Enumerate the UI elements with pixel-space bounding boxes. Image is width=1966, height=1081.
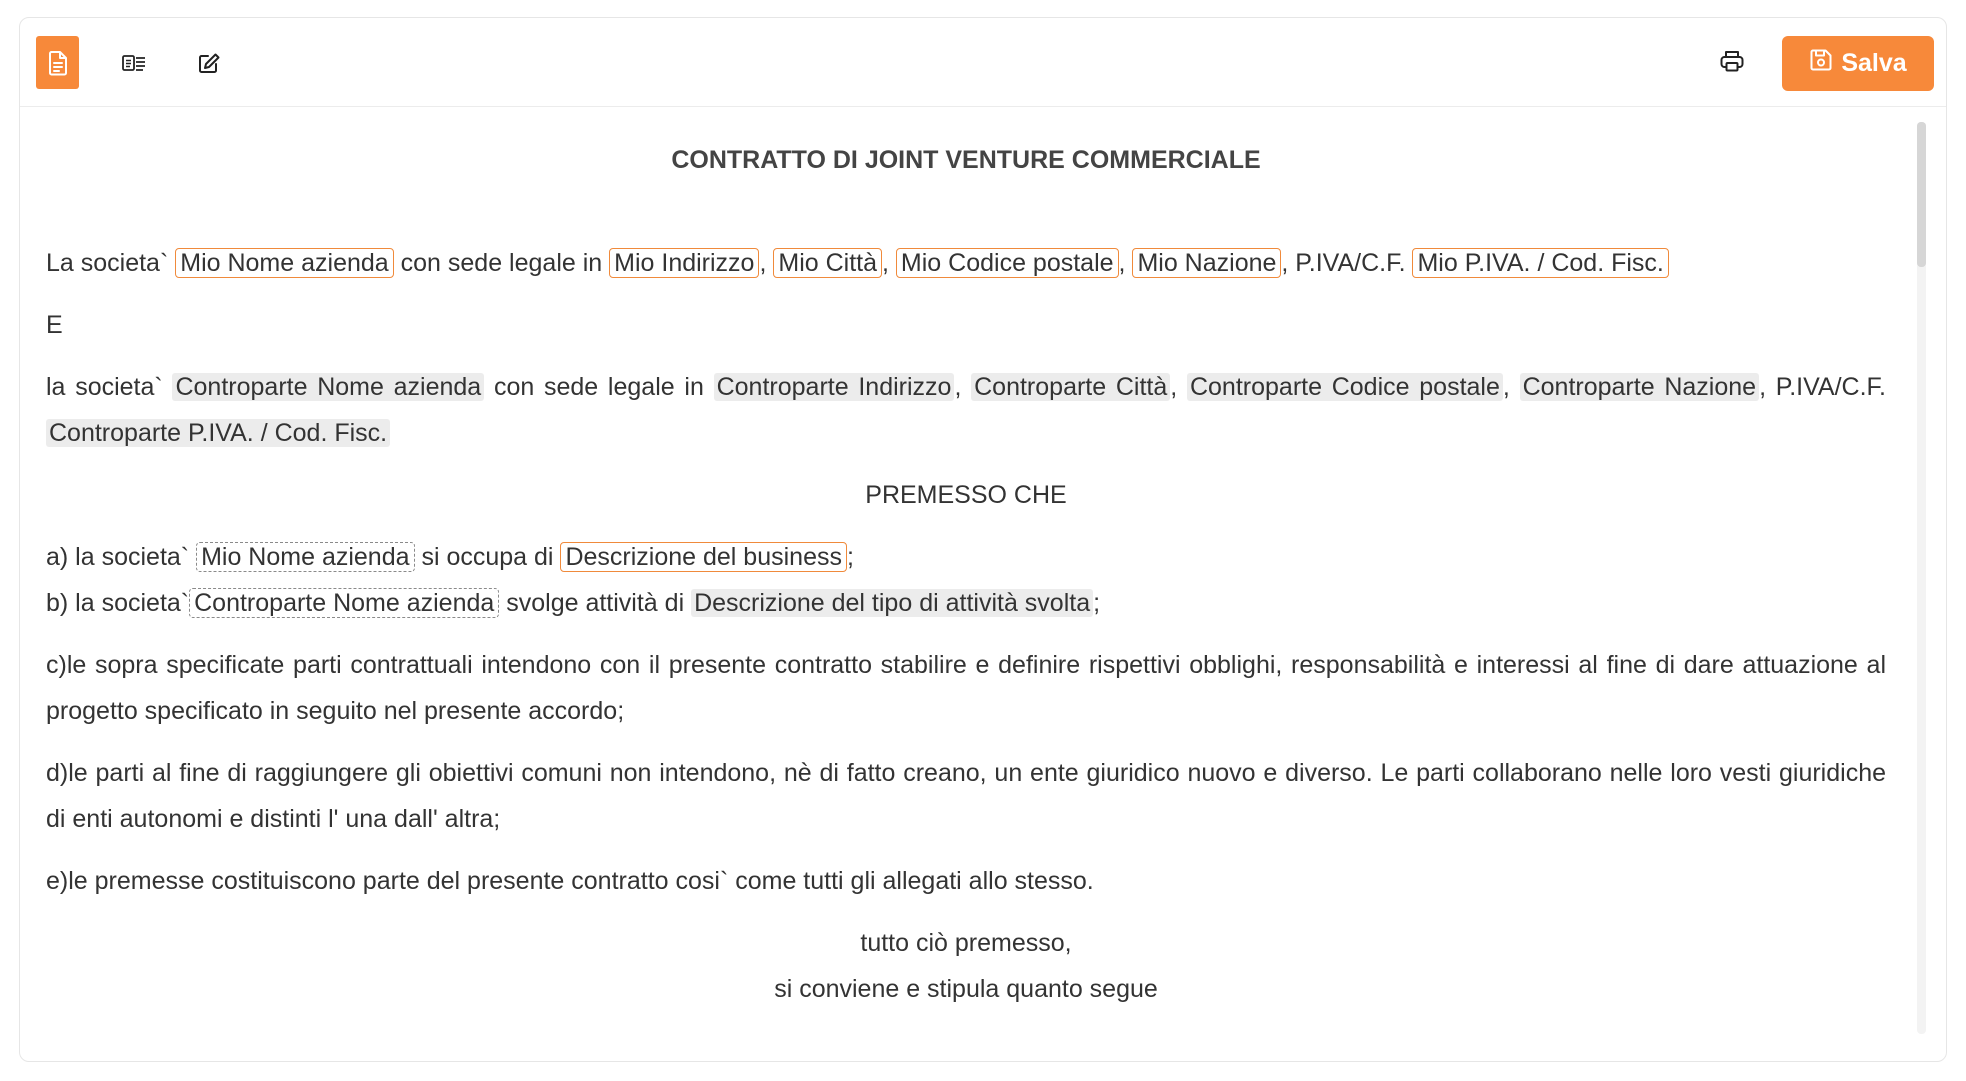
field-my-city[interactable]: Mio Città [773, 248, 882, 278]
clause-b-end: ; [1093, 589, 1101, 617]
variables-view-button[interactable] [112, 36, 155, 89]
closing-line-1: tutto ciò premesso, [860, 929, 1072, 957]
field-counterparty-vat[interactable]: Controparte P.IVA. / Cod. Fisc. [46, 419, 390, 447]
clause-e: e)le premesse costituiscono parte del presente contratto cosi` come tutti gli allegati allo stesso. [46, 867, 1094, 895]
field-counterparty-address[interactable]: Controparte Indirizzo [714, 373, 955, 401]
document-title: CONTRATTO DI JOINT VENTURE COMMERCIALE [671, 146, 1261, 174]
edit-icon [197, 52, 221, 74]
scrollbar-thumb[interactable] [1917, 122, 1926, 267]
field-counterparty-city[interactable]: Controparte Città [971, 373, 1170, 401]
clause-a-prefix: a) la societa` [46, 543, 190, 571]
field-activity-description[interactable]: Descrizione del tipo di attività svolta [691, 589, 1093, 617]
closing-line-2: si conviene e stipula quanto segue [774, 975, 1158, 1003]
clause-b [46, 580, 1886, 626]
contract-editor [19, 17, 1947, 1062]
toolbar [20, 18, 1946, 107]
field-business-description[interactable]: Descrizione del business [560, 542, 847, 572]
print-button[interactable] [1712, 43, 1752, 83]
clause-a-mid: si occupa di [421, 543, 554, 571]
floppy-disk-icon [1809, 48, 1833, 79]
party-two-paragraph: la societa` Controparte Nome azienda con sede legale in Controparte Indirizzo , Controparte Città , Controparte Codice postale , Controparte Nazione , P.IVA/C.F. Controparte P.IVA. / Cod. Fisc. [46, 373, 1886, 447]
field-my-address[interactable]: Mio Indirizzo [609, 248, 759, 278]
field-counterparty-company-name[interactable]: Controparte Nome azienda [172, 373, 484, 401]
clause-d: d)le parti al fine di raggiungere gli obiettivi comuni non intendono, nè di fatto creano, un ente giuridico nuovo e diverso. Le parti collaborano nelle loro vesti giuridiche di enti autonomi e distinti l' una dall' altra; [46, 759, 1886, 833]
party-two-mid: con sede legale in [493, 373, 704, 401]
field-my-postal-code[interactable]: Mio Codice postale [896, 248, 1119, 278]
edit-mode-button[interactable] [187, 36, 230, 89]
party-one-vat-label: , P.IVA/C.F. [1281, 249, 1406, 277]
field-my-country[interactable]: Mio Nazione [1132, 248, 1281, 278]
document-list-icon [121, 53, 147, 73]
premesso-heading: PREMESSO CHE [865, 481, 1067, 509]
clause-a [46, 534, 1886, 580]
party-one-prefix: La societa` [46, 249, 169, 277]
field-my-company-name-ref[interactable]: Mio Nome azienda [196, 542, 414, 572]
document-icon [46, 50, 70, 76]
clause-c: c)le sopra specificate parti contrattuali intendono con il presente contratto stabilire e definire rispettivi obblighi, responsabilità e interessi al fine di dare attuazione al progetto specificato in seguito nel presente accordo; [46, 651, 1886, 725]
party-one-paragraph: La societa` Mio Nome azienda con sede legale in Mio Indirizzo , Mio Città , Mio Codice postale , Mio Nazione , P.IVA/C.F. Mio P.IVA. / Cod. Fisc. [46, 240, 1886, 286]
document-view-button[interactable] [36, 36, 79, 89]
field-my-company-name[interactable]: Mio Nome azienda [175, 248, 393, 278]
save-button[interactable] [1782, 36, 1934, 91]
clause-b-prefix: b) la societa` [46, 589, 190, 617]
party-two-prefix: la societa` [46, 373, 163, 401]
field-my-vat[interactable]: Mio P.IVA. / Cod. Fisc. [1412, 248, 1668, 278]
save-button-label: Salva [1841, 49, 1907, 77]
printer-icon [1719, 49, 1745, 78]
conjunction-e: E [46, 311, 63, 339]
party-two-vat-label: , P.IVA/C.F. [1759, 373, 1886, 401]
vertical-scrollbar[interactable] [1917, 122, 1926, 1034]
clause-a-end: ; [846, 543, 854, 571]
document-body[interactable] [46, 138, 1886, 1012]
clause-b-mid: svolge attività di [506, 589, 685, 617]
field-counterparty-postal-code[interactable]: Controparte Codice postale [1187, 373, 1503, 401]
party-one-mid: con sede legale in [400, 249, 603, 277]
field-counterparty-company-name-ref[interactable]: Controparte Nome azienda [189, 588, 499, 618]
field-counterparty-country[interactable]: Controparte Nazione [1520, 373, 1759, 401]
